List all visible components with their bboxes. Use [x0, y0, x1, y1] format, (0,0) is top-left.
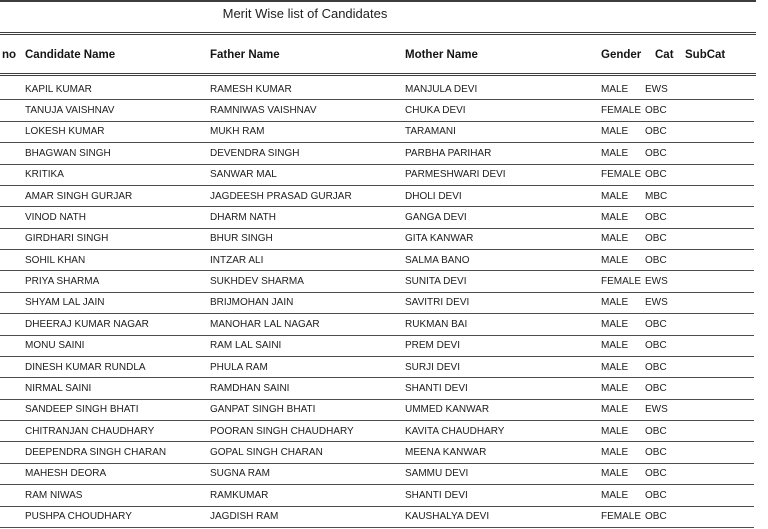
cell-father-name: RAMDHAN SAINI	[210, 382, 290, 394]
cell-father-name: INTZAR ALI	[210, 254, 264, 266]
cell-candidate-name: SOHIL KHAN	[25, 254, 86, 266]
table-row	[0, 485, 754, 506]
cell-mother-name: TARAMANI	[405, 126, 456, 138]
cell-candidate-name: SHYAM LAL JAIN	[25, 297, 105, 309]
cell-cat: OBC	[645, 169, 667, 181]
cell-father-name: BHUR SINGH	[210, 233, 273, 245]
cell-mother-name: SUNITA DEVI	[405, 276, 467, 288]
cell-gender: MALE	[601, 340, 629, 352]
cell-gender: MALE	[601, 468, 629, 480]
cell-mother-name: KAUSHALYA DEVI	[405, 511, 490, 523]
table-row	[0, 271, 754, 292]
cell-father-name: DEVENDRA SINGH	[210, 147, 300, 159]
cell-gender: MALE	[601, 147, 629, 159]
cell-mother-name: SHANTI DEVI	[405, 382, 468, 394]
table-row	[0, 293, 754, 314]
cell-mother-name: PARMESHWARI DEVI	[405, 169, 506, 181]
table-row	[0, 186, 754, 207]
table-row	[0, 357, 754, 378]
top-border-rule	[0, 0, 756, 2]
header-cat: Cat	[655, 48, 674, 61]
table-row	[0, 100, 754, 121]
page-title: Merit Wise list of Candidates	[222, 6, 388, 21]
cell-gender: FEMALE	[601, 105, 642, 117]
cell-father-name: RAMESH KUMAR	[210, 83, 292, 95]
cell-mother-name: PARBHA PARIHAR	[405, 147, 492, 159]
cell-gender: MALE	[601, 318, 629, 330]
cell-mother-name: SAVITRI DEVI	[405, 297, 470, 309]
cell-gender: MALE	[601, 83, 629, 95]
cell-father-name: SANWAR MAL	[210, 169, 277, 181]
cell-mother-name: MEENA KANWAR	[405, 447, 487, 459]
cell-mother-name: GANGA DEVI	[405, 211, 467, 223]
cell-cat: OBC	[645, 447, 667, 459]
cell-candidate-name: TANUJA VAISHNAV	[25, 105, 115, 117]
cell-gender: MALE	[601, 297, 629, 309]
table-row	[0, 507, 754, 528]
cell-gender: MALE	[601, 489, 629, 501]
cell-cat: OBC	[645, 489, 667, 501]
cell-cat: OBC	[645, 425, 667, 437]
cell-gender: MALE	[601, 126, 629, 138]
table-header-row	[0, 36, 754, 73]
cell-cat: OBC	[645, 468, 667, 480]
cell-candidate-name: CHITRANJAN CHAUDHARY	[25, 425, 155, 437]
cell-candidate-name: RAM NIWAS	[25, 489, 83, 501]
cell-father-name: POORAN SINGH CHAUDHARY	[210, 425, 354, 437]
cell-gender: MALE	[601, 425, 629, 437]
table-row	[0, 464, 754, 485]
cell-cat: OBC	[645, 382, 667, 394]
table-row	[0, 122, 754, 143]
table-row	[0, 207, 754, 228]
cell-candidate-name: DHEERAJ KUMAR NAGAR	[25, 318, 149, 330]
cell-father-name: MUKH RAM	[210, 126, 265, 138]
cell-mother-name: PREM DEVI	[405, 340, 461, 352]
table-row	[0, 400, 754, 421]
cell-candidate-name: DINESH KUMAR RUNDLA	[25, 361, 146, 373]
header-subcat: SubCat	[685, 48, 726, 61]
cell-cat: EWS	[645, 404, 668, 416]
cell-gender: MALE	[601, 447, 629, 459]
header-father-name: Father Name	[210, 48, 280, 61]
table-row	[0, 314, 754, 335]
table-row	[0, 250, 754, 271]
cell-candidate-name: BHAGWAN SINGH	[25, 147, 111, 159]
cell-cat: OBC	[645, 254, 667, 266]
cell-gender: MALE	[601, 190, 629, 202]
cell-gender: MALE	[601, 254, 629, 266]
cell-cat: OBC	[645, 318, 667, 330]
table-row	[0, 336, 754, 357]
cell-gender: MALE	[601, 361, 629, 373]
cell-mother-name: DHOLI DEVI	[405, 190, 462, 202]
cell-cat: OBC	[645, 340, 667, 352]
cell-candidate-name: PUSHPA CHOUDHARY	[25, 511, 132, 523]
cell-gender: FEMALE	[601, 169, 642, 181]
cell-candidate-name: VINOD NATH	[25, 211, 86, 223]
cell-candidate-name: DEEPENDRA SINGH CHARAN	[25, 447, 167, 459]
cell-candidate-name: NIRMAL SAINI	[25, 382, 92, 394]
cell-father-name: RAM LAL SAINI	[210, 340, 282, 352]
cell-gender: MALE	[601, 233, 629, 245]
cell-cat: MBC	[645, 190, 668, 202]
cell-father-name: JAGDISH RAM	[210, 511, 279, 523]
cell-mother-name: SAMMU DEVI	[405, 468, 469, 480]
cell-mother-name: SALMA BANO	[405, 254, 470, 266]
header-serial-no: no	[1, 48, 16, 61]
cell-father-name: SUGNA RAM	[210, 468, 271, 480]
cell-father-name: RAMNIWAS VAISHNAV	[210, 105, 317, 117]
cell-father-name: MANOHAR LAL NAGAR	[210, 318, 320, 330]
cell-cat: OBC	[645, 511, 667, 523]
cell-cat: EWS	[645, 276, 668, 288]
cell-mother-name: KAVITA CHAUDHARY	[405, 425, 505, 437]
cell-cat: OBC	[645, 361, 667, 373]
cell-candidate-name: LOKESH KUMAR	[25, 126, 105, 138]
cell-mother-name: SHANTI DEVI	[405, 489, 468, 501]
cell-father-name: BRIJMOHAN JAIN	[210, 297, 294, 309]
header-mother-name: Mother Name	[405, 48, 478, 61]
cell-mother-name: SURJI DEVI	[405, 361, 461, 373]
cell-mother-name: GITA KANWAR	[405, 233, 474, 245]
cell-father-name: DHARM NATH	[210, 211, 276, 223]
table-row	[0, 442, 754, 463]
cell-candidate-name: SANDEEP SINGH BHATI	[25, 404, 139, 416]
table-row	[0, 79, 754, 100]
cell-cat: OBC	[645, 233, 667, 245]
cell-candidate-name: PRIYA SHARMA	[25, 276, 100, 288]
table-row	[0, 421, 754, 442]
cell-cat: OBC	[645, 105, 667, 117]
cell-father-name: GOPAL SINGH CHARAN	[210, 447, 323, 459]
cell-cat: OBC	[645, 211, 667, 223]
header-gender: Gender	[601, 48, 642, 61]
cell-cat: OBC	[645, 147, 667, 159]
table-row	[0, 165, 754, 186]
cell-father-name: SUKHDEV SHARMA	[210, 276, 304, 288]
header-candidate-name: Candidate Name	[25, 48, 116, 61]
cell-father-name: RAMKUMAR	[210, 489, 269, 501]
cell-candidate-name: GIRDHARI SINGH	[25, 233, 109, 245]
cell-cat: EWS	[645, 83, 668, 95]
cell-mother-name: MANJULA DEVI	[405, 83, 478, 95]
table-row	[0, 378, 754, 399]
cell-father-name: GANPAT SINGH BHATI	[210, 404, 316, 416]
cell-father-name: JAGDEESH PRASAD GURJAR	[210, 190, 352, 202]
cell-candidate-name: KRITIKA	[25, 169, 64, 181]
cell-gender: MALE	[601, 211, 629, 223]
cell-gender: MALE	[601, 404, 629, 416]
table-row	[0, 143, 754, 164]
cell-gender: FEMALE	[601, 276, 642, 288]
cell-father-name: PHULA RAM	[210, 361, 268, 373]
cell-candidate-name: MONU SAINI	[25, 340, 85, 352]
cell-mother-name: CHUKA DEVI	[405, 105, 466, 117]
table-row	[0, 229, 754, 250]
cell-mother-name: UMMED KANWAR	[405, 404, 490, 416]
cell-cat: EWS	[645, 297, 668, 309]
header-separator-rule	[0, 73, 756, 76]
table-body	[0, 79, 754, 528]
cell-cat: OBC	[645, 126, 667, 138]
cell-gender: MALE	[601, 382, 629, 394]
cell-mother-name: RUKMAN BAI	[405, 318, 468, 330]
cell-candidate-name: AMAR SINGH GURJAR	[25, 190, 133, 202]
cell-gender: FEMALE	[601, 511, 642, 523]
cell-candidate-name: KAPIL KUMAR	[25, 83, 92, 95]
cell-candidate-name: MAHESH DEORA	[25, 468, 107, 480]
title-separator-rule	[0, 32, 756, 35]
